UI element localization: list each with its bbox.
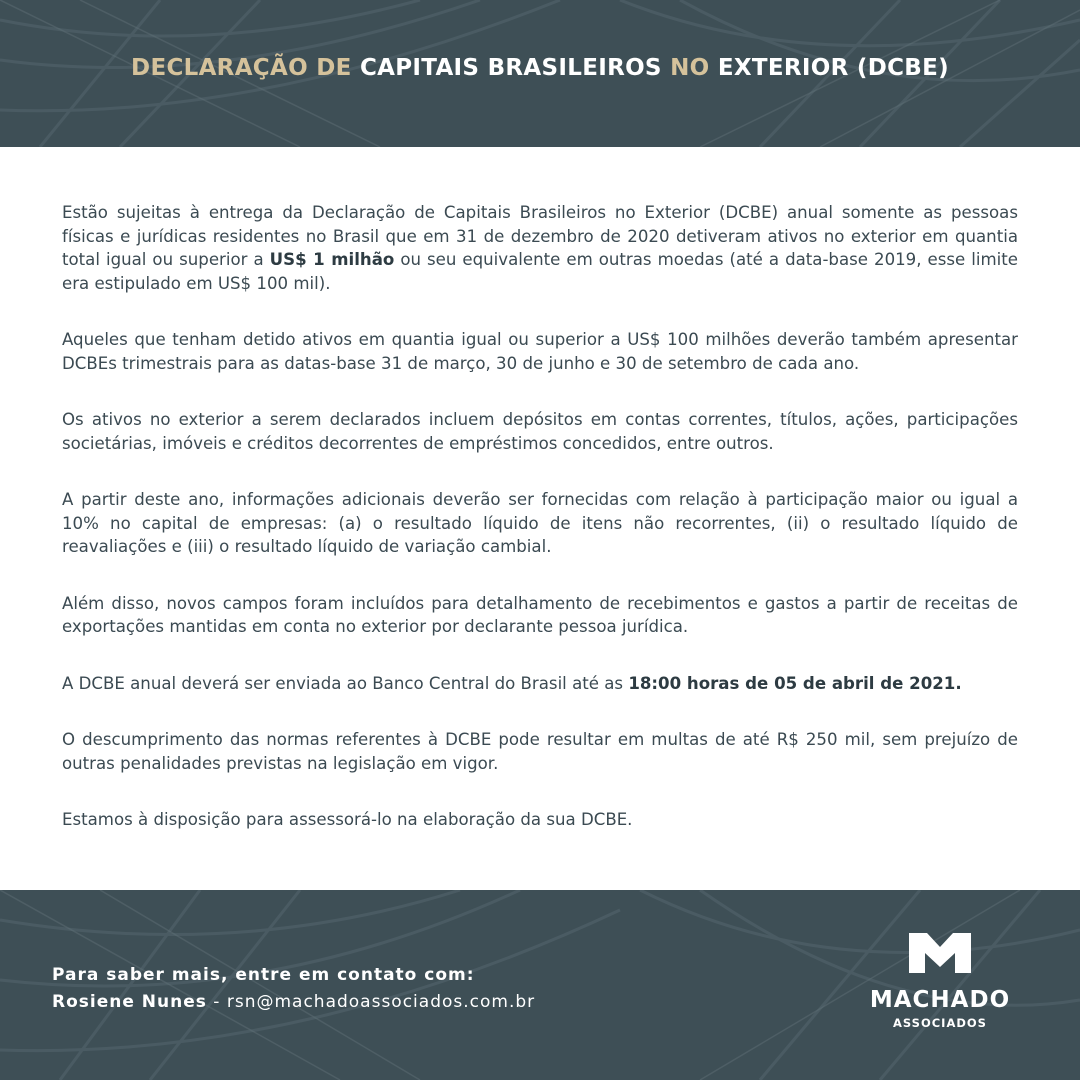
paragraph-penalties: O descumprimento das normas referentes à DCBE pode resultar em multas de até R$ 250 mil, sem prejuízo de outras penalidades previstas na legislação em vigor. <box>62 730 1018 773</box>
title-part-2: CAPITAIS BRASILEIROS <box>359 55 671 81</box>
paragraph-deadline <box>62 672 1018 696</box>
highlight-deadline: 18:00 horas de 05 de abril de 2021. <box>628 673 962 693</box>
logo-subtitle: ASSOCIADOS <box>893 1016 987 1030</box>
contact-email-link[interactable]: rsn@machadoassociados.com.br <box>226 992 536 1012</box>
logo-brand-name: MACHADO <box>869 987 1011 1013</box>
paragraph-assets: Os ativos no exterior a serem declarados incluem depósitos em contas correntes, títulos, ações, participações societárias, imóveis e créditos decorrentes de empréstimos concedidos, entre outros. <box>62 410 1018 453</box>
highlight-threshold: US$ 1 milhão <box>269 250 395 269</box>
article-body <box>62 201 1018 865</box>
page-title <box>0 55 1080 81</box>
paragraph-text: ou seu equivalente em outras moedas (até a data-base 2019, esse limite era estipulado em US$ 100 mil). <box>62 250 1018 293</box>
contact-block <box>52 962 535 1016</box>
paragraph-additional-info: A partir deste ano, informações adicionais deverão ser fornecidas com relação à participação maior ou igual a 10% no capital de empresas: (a) o resultado líquido de itens não recorrentes, (ii) o resultado líquido de reavaliações e (iii) o resultado líquido de variação cambial. <box>62 490 1018 556</box>
header-banner <box>0 0 1080 147</box>
title-part-1: DECLARAÇÃO DE <box>131 55 360 81</box>
paragraph-closing: Estamos à disposição para assessorá-lo na elaboração da sua DCBE. <box>62 810 633 829</box>
contact-heading: Para saber mais, entre em contato com: <box>52 965 475 985</box>
paragraph-quarterly: Aqueles que tenham detido ativos em quantia igual ou superior a US$ 100 milhões deverão também apresentar DCBEs trimestrais para as datas-base 31 de março, 30 de junho e 30 de setembro de cada ano. <box>62 330 1018 373</box>
company-logo <box>860 933 1020 1030</box>
machado-m-logo-icon <box>909 933 971 973</box>
contact-separator: - <box>206 992 227 1012</box>
paragraph-eligibility <box>62 201 1018 295</box>
contact-line <box>52 989 535 1016</box>
title-part-3: NO <box>670 55 718 81</box>
paragraph-new-fields: Além disso, novos campos foram incluídos para detalhamento de recebimentos e gastos a partir de receitas de exportações mantidas em conta no exterior por declarante pessoa jurídica. <box>62 593 1018 636</box>
paragraph-text: A DCBE anual deverá ser enviada ao Banco Central do Brasil até as <box>62 673 629 693</box>
title-part-4: EXTERIOR (DCBE) <box>717 55 949 81</box>
paragraph-text: Estão sujeitas à entrega da Declaração de Capitais Brasileiros no Exterior (DCBE) anual somente as pessoas físicas e jurídicas residentes no Brasil que em 31 de dezembro de 2020 detiveram ativos no exterior em quantia total igual ou superior a <box>62 203 1018 269</box>
contact-name: Rosiene Nunes <box>52 992 207 1012</box>
